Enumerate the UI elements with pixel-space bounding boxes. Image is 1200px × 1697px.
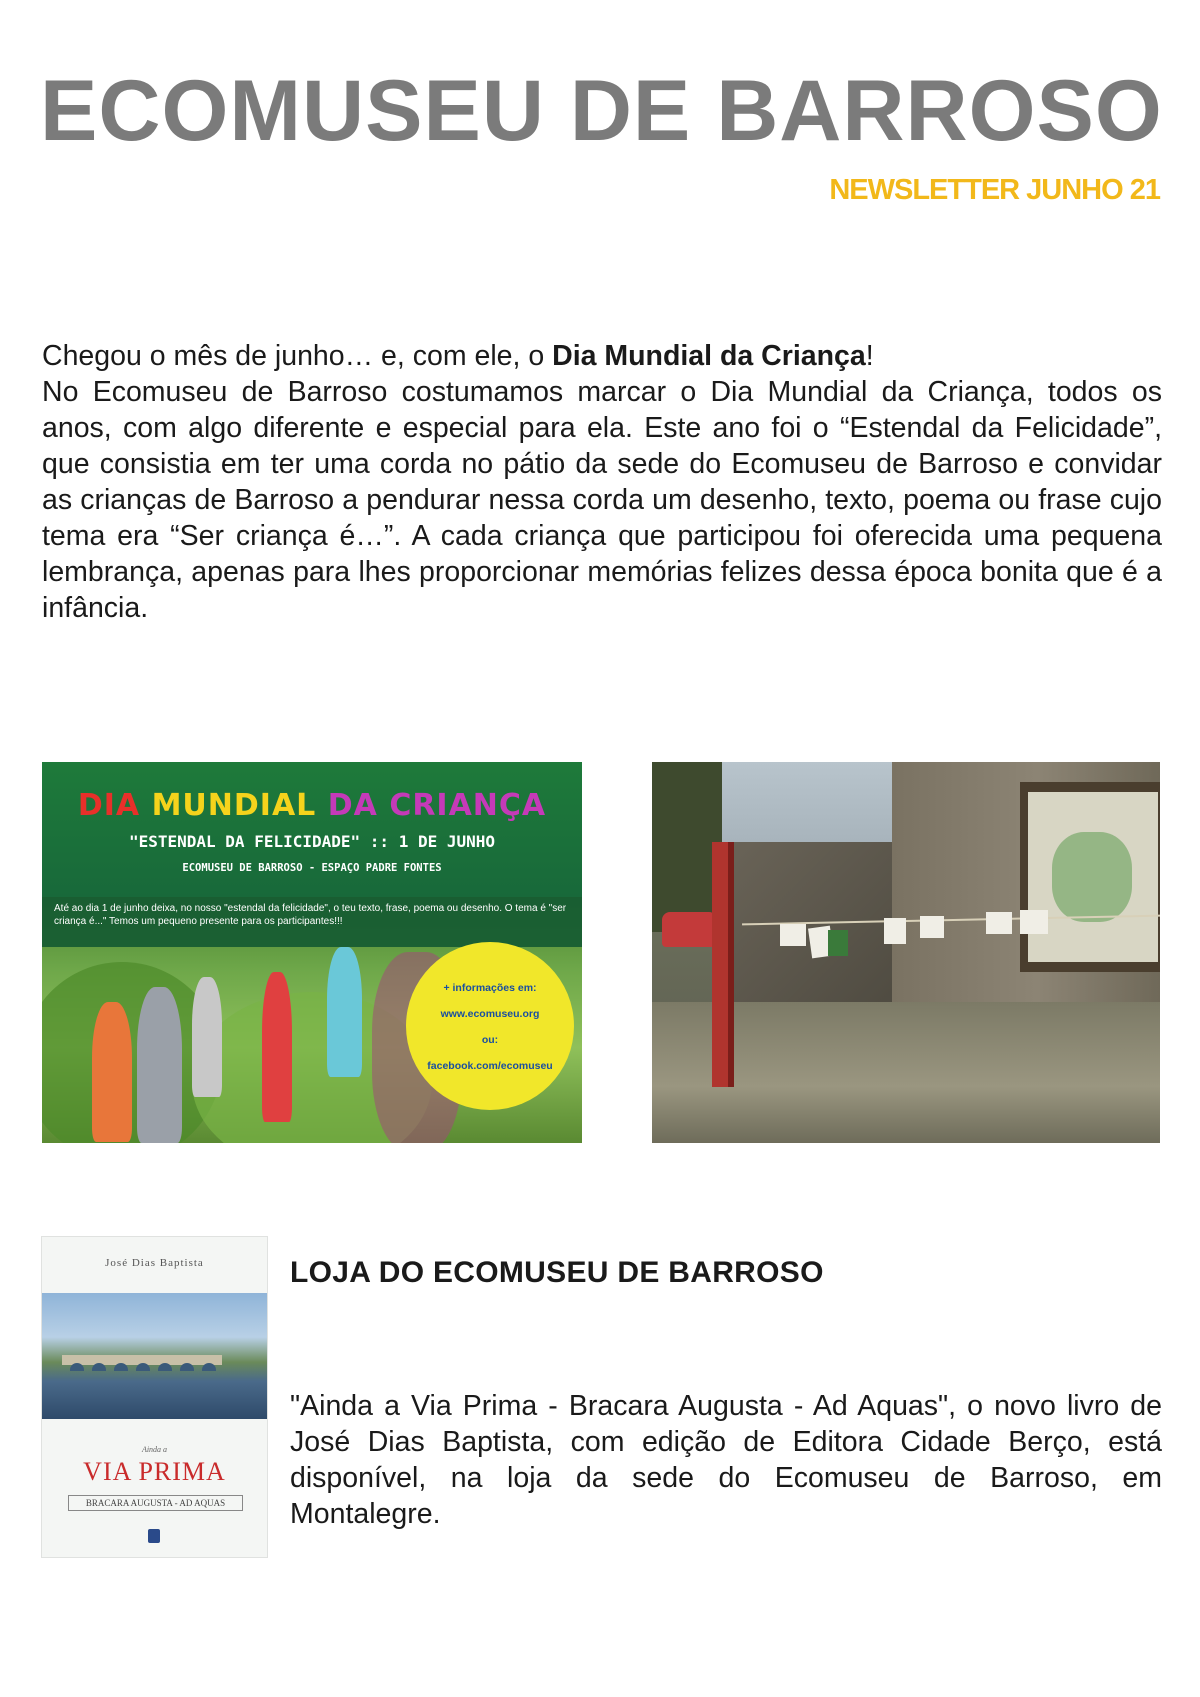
poster-description: Até ao dia 1 de junho deixa, no nosso "estendal da felicidade", o teu texto, frase, poema ou desenho. O tema é "ser criança é..." Temos um pequeno presente para os participantes!!! <box>54 903 567 927</box>
intro-lead-end: ! <box>865 340 874 372</box>
poster-header-band <box>42 762 582 897</box>
poster-subtitle: "ESTENDAL DA FELICIDADE" :: 1 DE JUNHO <box>128 832 496 851</box>
shop-title: LOJA DO ECOMUSEU DE BARROSO <box>290 1256 824 1289</box>
shop-text: "Ainda a Via Prima - Bracara Augusta - Ad Aquas", o novo livro de José Dias Baptista, com edição de Editora Cidade Berço, está disponível, na loja da sede do Ecomuseu de Barroso, em Montalegre. <box>290 1390 1162 1530</box>
book-ainda: Ainda a <box>141 1445 168 1454</box>
intro-lead-bold: Dia Mundial da Criança <box>552 340 866 372</box>
book-cover <box>42 1237 267 1557</box>
newsletter-subtitle: NEWSLETTER JUNHO 21 <box>829 174 1160 206</box>
book-subtitle: BRACARA AUGUSTA - AD AQUAS <box>68 1495 243 1511</box>
poster-venue: ECOMUSEU DE BARROSO - ESPAÇO PADRE FONTES <box>182 862 442 874</box>
poster-title-part3: DA CRIANÇA <box>327 788 547 823</box>
poster-website: www.ecomuseu.org <box>440 1008 540 1020</box>
poster-title-part1: DIA <box>77 788 152 823</box>
poster-info-label: + informações em: <box>443 982 537 994</box>
newsletter-title: ECOMUSEU DE BARROSO <box>40 63 1163 159</box>
intro-paragraph <box>42 338 1162 626</box>
intro-body: No Ecomuseu de Barroso costumamos marcar o Dia Mundial da Criança, todos os anos, com algo diferente e especial para ela. Este ano foi o “Estendal da Felicidade”, que consistia em ter uma corda no pátio da sede do Ecomuseu de Barroso e convidar as crianças de Barroso a pendurar nessa corda um desenho, texto, poema ou frase cujo tema era “Ser criança é…”. A cada criança que participou foi oferecida uma pequena lembrança, apenas para lhes proporcionar memórias felizes dessa época bonita que é a infância. <box>42 376 1162 624</box>
courtyard-photo <box>652 762 1160 1143</box>
book-title: VIA PRIMA <box>83 1457 226 1486</box>
poster-title-part2: MUNDIAL <box>151 788 328 823</box>
publisher-seal-icon <box>148 1529 160 1543</box>
poster-or: ou: <box>481 1034 499 1046</box>
poster-info-circle <box>406 942 574 1110</box>
book-author: José Dias Baptista <box>105 1257 204 1269</box>
poster-title <box>42 788 582 823</box>
poster-image <box>42 762 582 1143</box>
poster-facebook: facebook.com/ecomuseu <box>427 1060 553 1072</box>
intro-lead: Chegou o mês de junho… e, com ele, o <box>42 340 553 372</box>
